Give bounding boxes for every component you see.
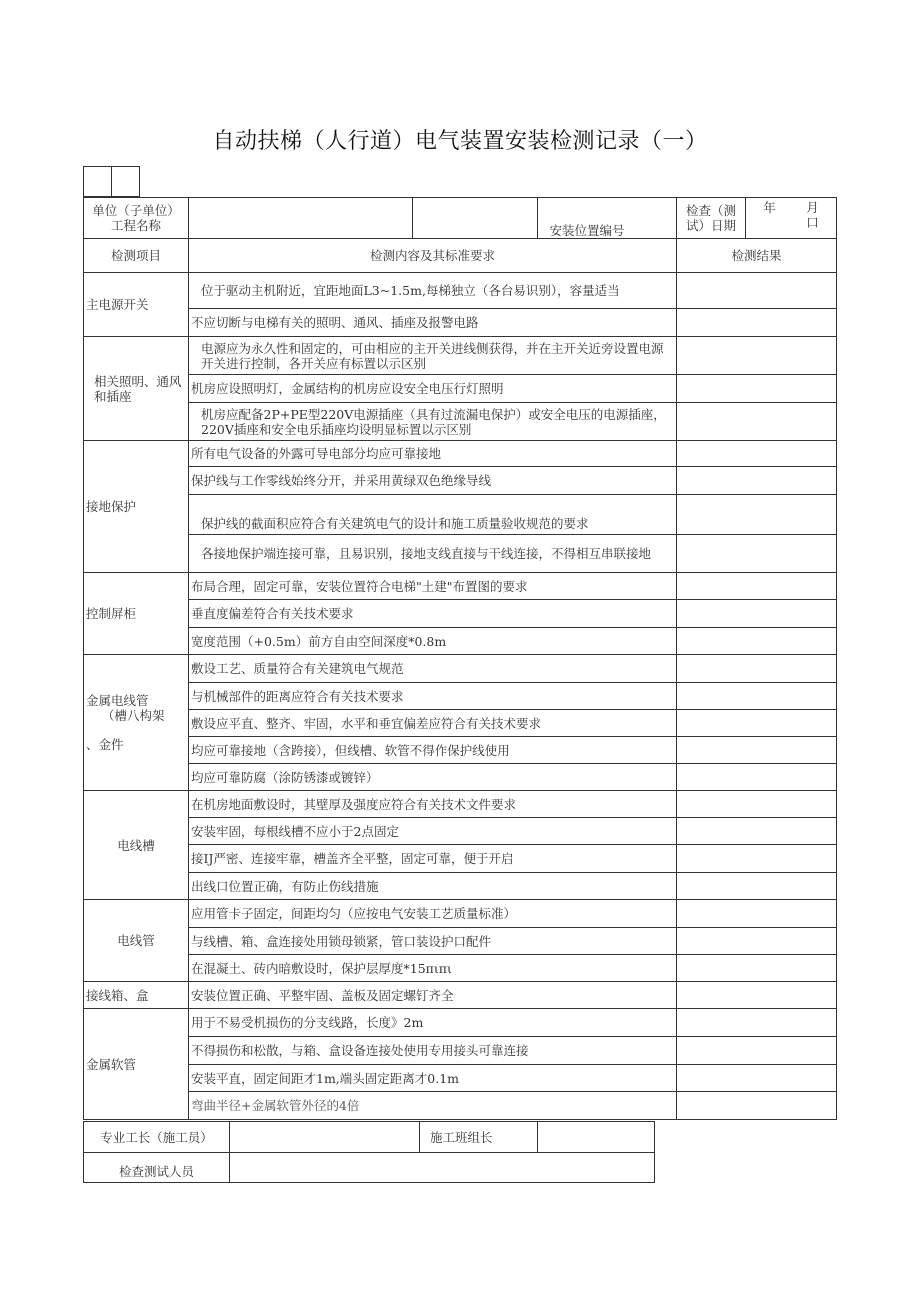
result-cell[interactable] — [677, 403, 837, 441]
requirement-row: 垂直度偏差符合有关技术要求 — [189, 600, 677, 628]
result-cell[interactable] — [677, 467, 837, 495]
requirement-row: 电源应为永久性和固定的，可由相应的主开关进线侧获得，并在主开关近旁设置电源开关进行控制，各开关应有标置以示区别 — [189, 337, 677, 375]
inspector-field[interactable] — [230, 1153, 655, 1183]
code-boxes — [83, 166, 139, 197]
result-cell[interactable] — [677, 818, 837, 845]
requirement-row: 均应可靠防腐（涂防锈漆或镀锌） — [189, 764, 677, 791]
requirement-row: 保护线的截面积应符合有关建筑电气的设计和施工质量验收规范的要求 — [189, 495, 677, 535]
section-wire-trough: 电线槽 — [84, 791, 189, 900]
result-cell[interactable] — [677, 683, 837, 710]
date-month: 月 — [806, 200, 819, 215]
requirement-row: 敷设工艺、质量符合有关建筑电气规范 — [189, 655, 677, 683]
inspector-label: 检查测试人员 — [84, 1153, 230, 1183]
requirement-row: 安装牢固，每根线槽不应小于2点固定 — [189, 818, 677, 845]
result-cell[interactable] — [677, 710, 837, 737]
unit-value-field[interactable] — [189, 198, 413, 239]
col-header-result: 检测结果 — [677, 239, 837, 273]
requirement-row: 出线口位置正确，有防止伤线措施 — [189, 873, 677, 900]
result-cell[interactable] — [677, 764, 837, 791]
page-title: 自动扶梯（人行道）电气装置安装检测记录（一） — [212, 129, 708, 154]
requirement-row: 弯曲半径+金属软管外径的4倍 — [189, 1092, 677, 1120]
requirement-row: 所有电气设备的外露可导电部分均应可靠接地 — [189, 441, 677, 467]
section-control-cabinet: 控制屏柜 — [84, 573, 189, 655]
requirement-row: 与机械部件的距离应符合有关技术要求 — [189, 683, 677, 710]
result-cell[interactable] — [677, 1092, 837, 1120]
unit-label: 单位（子单位） — [92, 203, 180, 218]
result-cell[interactable] — [677, 273, 837, 309]
code-box[interactable] — [111, 166, 140, 197]
result-cell[interactable] — [677, 535, 837, 573]
section-name-line: 、金件 — [86, 737, 124, 752]
requirement-row: 各接地保护端连接可靠，且易识别，接地支线直接与干线连接，不得相互串联接地 — [189, 535, 677, 573]
project-name-label: 工程名称 — [110, 218, 161, 233]
signature-table — [83, 1121, 655, 1183]
section-lighting-ventilation: 相关照明、通风和插座 — [84, 337, 189, 441]
result-cell[interactable] — [677, 628, 837, 655]
result-cell[interactable] — [677, 928, 837, 955]
requirement-row: 宽度范围（+0.5m）前方自由空间深度*0.8m — [189, 628, 677, 655]
requirement-row: 接IJ严密、连接牢靠，槽盖齐全平整，固定可靠，便于开启 — [189, 845, 677, 873]
location-label-cell — [413, 198, 625, 238]
section-grounding-protection: 接地保护 — [84, 441, 189, 573]
code-box[interactable] — [83, 166, 112, 197]
section-name-line: （槽八构架 — [102, 708, 165, 723]
col-header-item: 检测项目 — [84, 239, 189, 273]
result-cell[interactable] — [677, 1037, 837, 1065]
requirement-row: 位于驱动主机附近，宜距地面L3~1.5m,每梯独立（各台易识别），容量适当 — [189, 273, 677, 309]
date-label-cell — [677, 198, 746, 238]
section-junction-box: 接线箱、盒 — [84, 982, 189, 1009]
section-name-line: 金属电线管 — [86, 693, 149, 708]
result-cell[interactable] — [677, 441, 837, 467]
section-metal-conduit — [84, 655, 189, 791]
result-cell[interactable] — [677, 573, 837, 600]
date-label-line2: 试）日期 — [685, 218, 736, 233]
result-cell[interactable] — [677, 600, 837, 628]
result-cell[interactable] — [677, 1009, 837, 1037]
requirement-row: 用于不易受机损伤的分支线路，长度》2m — [189, 1009, 677, 1037]
requirement-row: 安装位置正确、平整牢固、盖板及固定螺钉齐全 — [189, 982, 677, 1009]
date-year: 年 — [763, 200, 776, 215]
requirement-row: 在机房地面敷设时，其壁厚及强度应符合有关技术文件要求 — [189, 791, 677, 818]
location-label: 安装位置编号 — [549, 223, 625, 238]
result-cell[interactable] — [677, 982, 837, 1009]
requirement-row: 在混凝土、砖内暗敷设时，保护层厚度*15πιπι — [189, 955, 677, 982]
date-label-line1: 检查（测 — [685, 203, 736, 218]
result-cell[interactable] — [677, 845, 837, 873]
col-header-content: 检测内容及其标准要求 — [189, 239, 677, 273]
foreman-label: 专业工长（施工员） — [84, 1122, 230, 1153]
requirement-row: 不应切断与电梯有关的照明、通风、插座及报警电路 — [189, 309, 677, 337]
requirement-row: 应用管卡子固定，间距均匀（应按电气安装工艺质量标准） — [189, 900, 677, 928]
team-leader-field[interactable] — [538, 1122, 655, 1153]
requirement-row: 与线槽、箱、盒连接处用锁母锁紧，管口装设护口配件 — [189, 928, 677, 955]
requirement-row: 不得损伤和松散，与箱、盒设备连接处使用专用接头可靠连接 — [189, 1037, 677, 1065]
result-cell[interactable] — [677, 873, 837, 900]
team-leader-label: 施工班组长 — [420, 1122, 538, 1153]
foreman-field[interactable] — [230, 1122, 420, 1153]
requirement-row: 机房应配备2P+PE型220V电源插座（具有过流漏电保护）或安全电压的电源插座，220V插座和安全电乐插座均设明显标置以示区别 — [189, 403, 677, 441]
section-metal-hose: 金属软管 — [84, 1009, 189, 1120]
result-cell[interactable] — [677, 495, 837, 535]
result-cell[interactable] — [677, 737, 837, 764]
result-cell[interactable] — [677, 791, 837, 818]
result-cell[interactable] — [677, 655, 837, 683]
date-value-field[interactable] — [746, 198, 837, 238]
requirement-row: 敷设应平直、整齐、牢固，水平和垂宜偏差应符合有关技术要求 — [189, 710, 677, 737]
section-wire-conduit: 电线管 — [84, 900, 189, 982]
result-cell[interactable] — [677, 955, 837, 982]
requirement-row: 均应可靠接地（含跨接），但线槽、软管不得作保护线使用 — [189, 737, 677, 764]
requirement-row: 布局合理，固定可靠，安装位置符合电梯"土建"布置图的要求 — [189, 573, 677, 600]
inspection-table — [83, 197, 837, 1120]
section-main-power-switch: 主电源开关 — [84, 273, 189, 337]
result-cell[interactable] — [677, 900, 837, 928]
result-cell[interactable] — [677, 1065, 837, 1092]
result-cell[interactable] — [677, 375, 837, 403]
requirement-row: 机房应设照明灯，金属结构的机房应设安全电压行灯照明 — [189, 375, 677, 403]
result-cell[interactable] — [677, 337, 837, 375]
unit-label-cell — [84, 198, 189, 239]
date-day: 口 — [806, 215, 819, 230]
result-cell[interactable] — [677, 309, 837, 337]
requirement-row: 保护线与工作零线始终分开，并采用黄绿双色绝缘导线 — [189, 467, 677, 495]
requirement-row: 安装平直，固定间距才1m,端头固定距离才0.1m — [189, 1065, 677, 1092]
